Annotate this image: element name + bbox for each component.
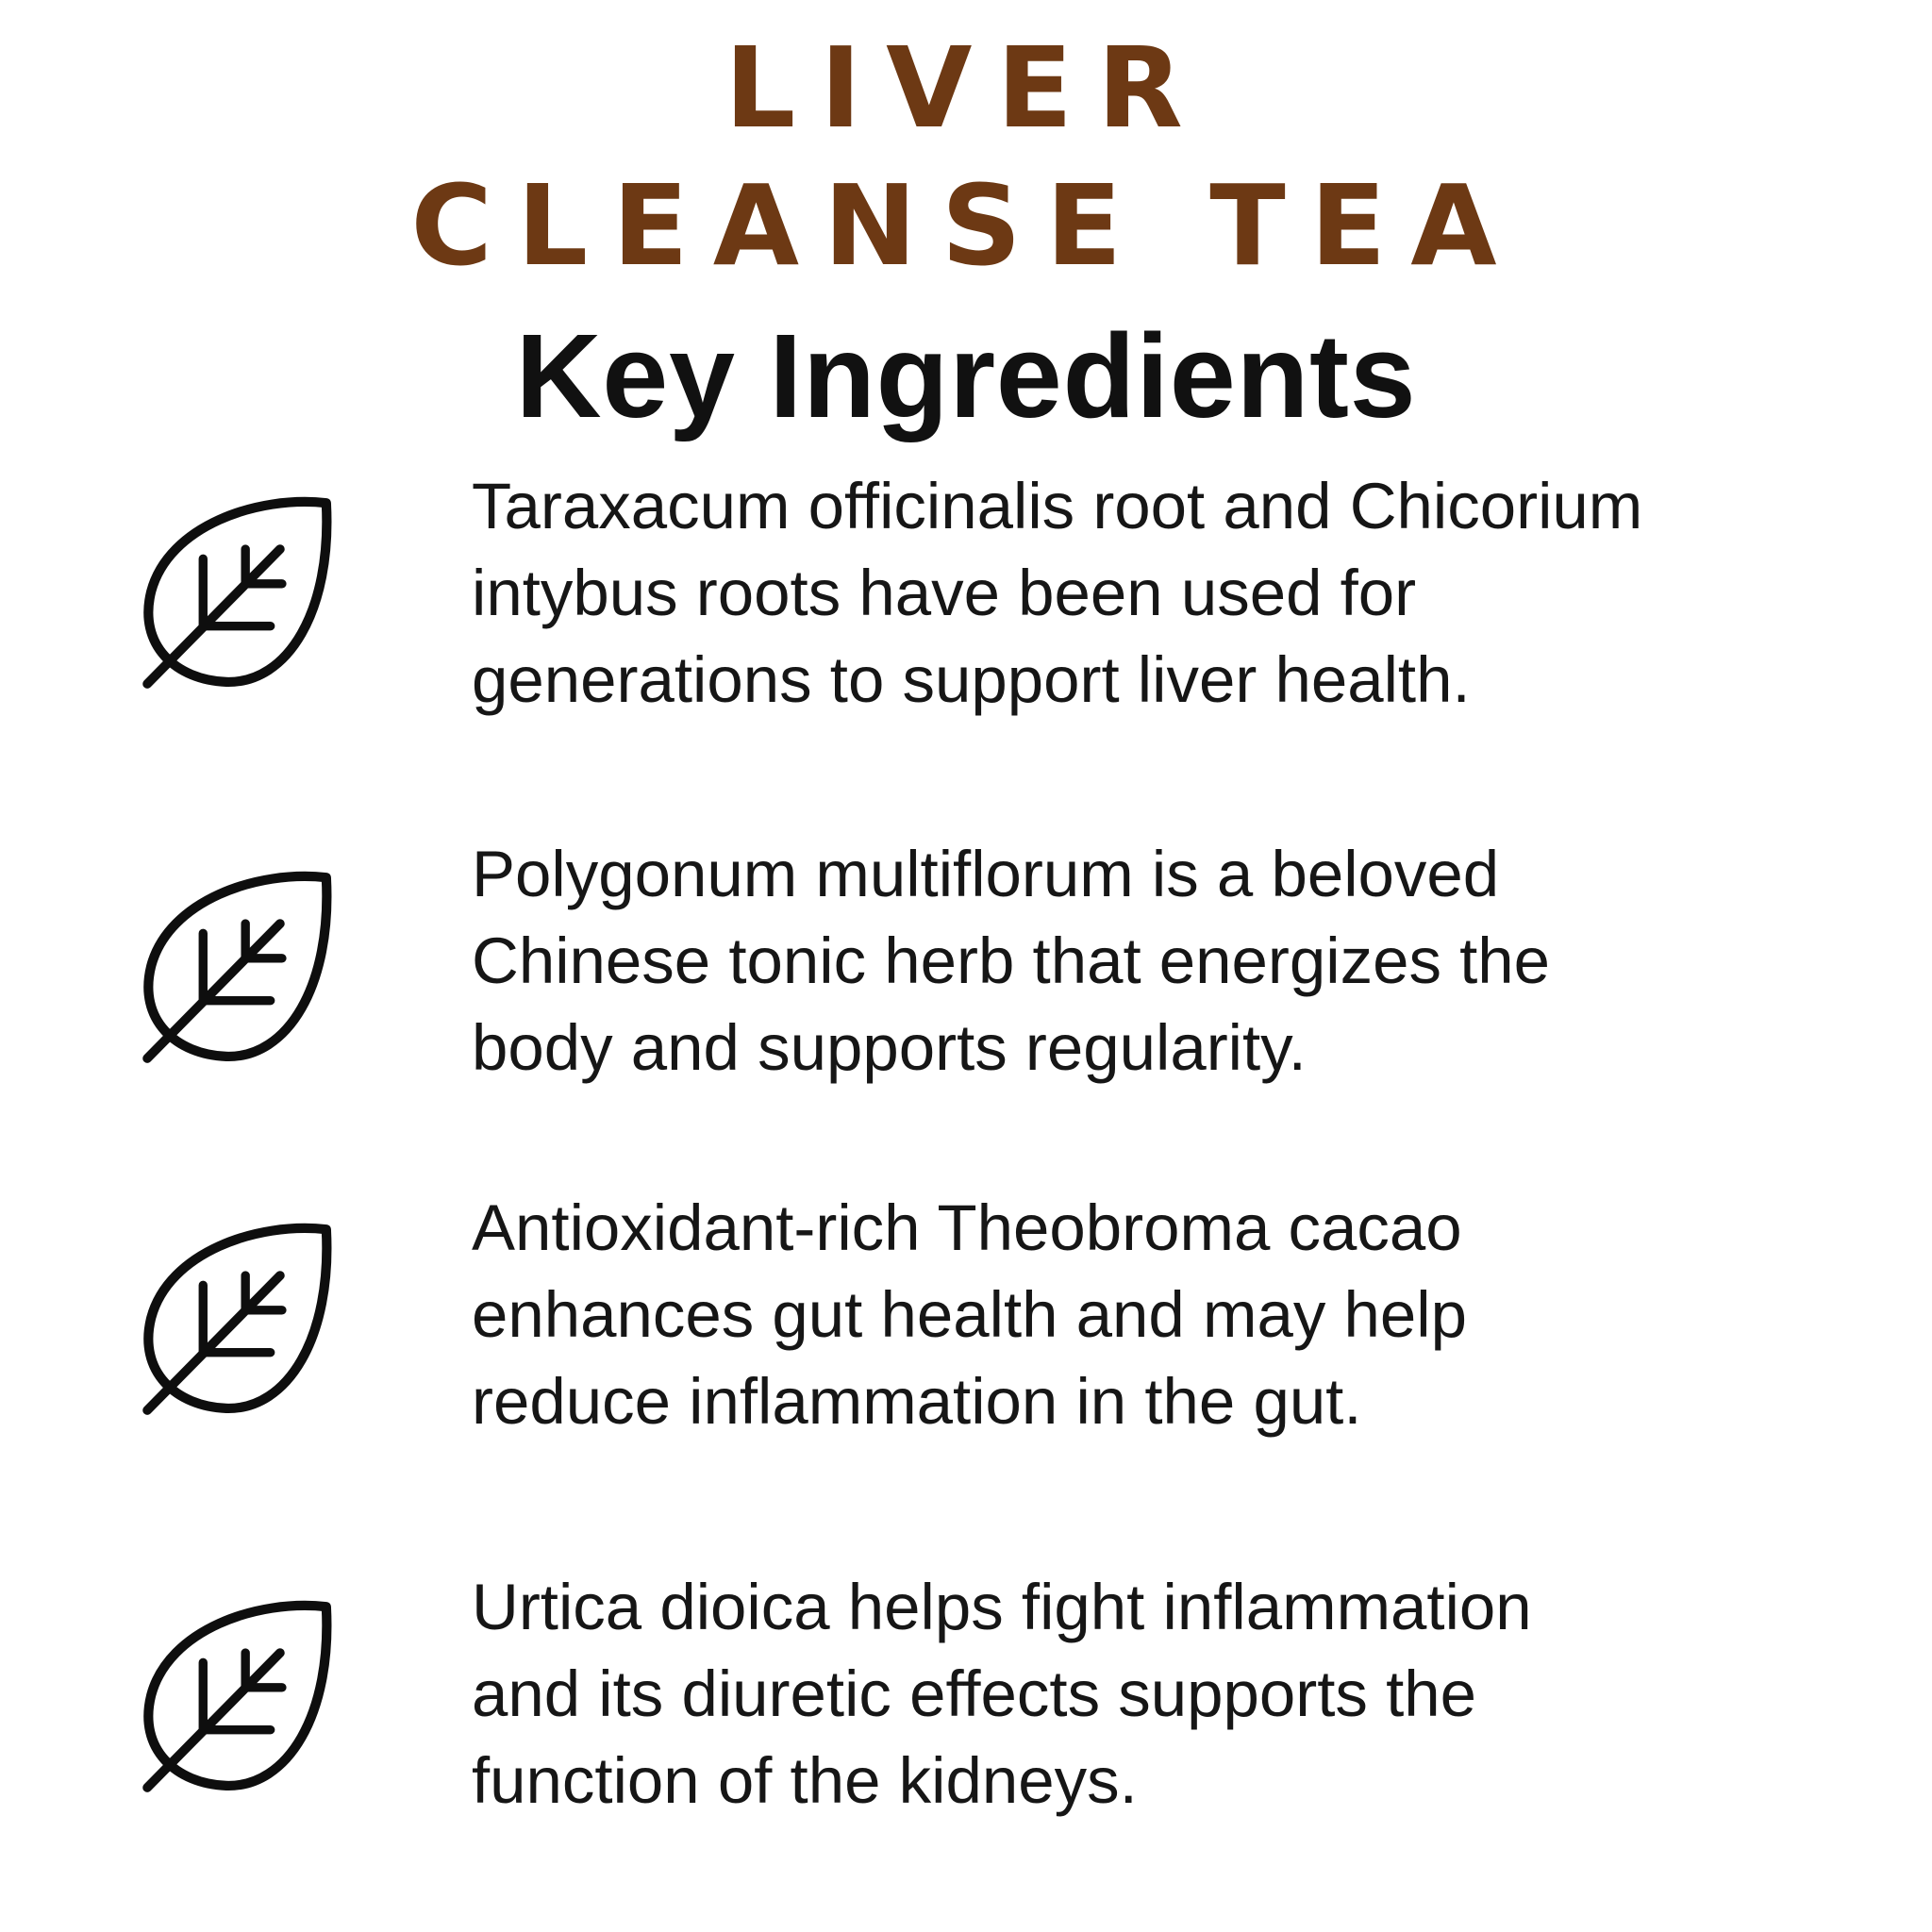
leaf-icon [142,495,334,688]
ingredient-line: Antioxidant-rich Theobroma cacao [472,1191,1462,1264]
ingredient-line: Taraxacum officinalis root and Chicorium [472,470,1643,542]
product-title [0,19,1932,294]
ingredient-line: reduce inflammation in the gut. [472,1365,1362,1438]
product-title-line-2: CLEANSE TEA [410,160,1522,291]
product-title-line-1: LIVER [724,23,1208,153]
leaf-icon [142,1222,334,1414]
ingredient-line: Urtica dioica helps fight inflammation [472,1571,1532,1643]
ingredient-line: function of the kidneys. [472,1744,1138,1817]
ingredient-line: intybus roots have been used for [472,557,1417,629]
section-heading: Key Ingredients [515,309,1417,442]
ingredient-line: Polygonum multiflorum is a beloved [472,838,1500,910]
ingredient-line: and its diuretic effects supports the [472,1657,1476,1730]
ingredient-text [472,1185,1849,1445]
ingredient-line: body and supports regularity. [472,1011,1307,1084]
ingredient-text [472,831,1849,1091]
ingredient-line: enhances gut health and may help [472,1278,1467,1351]
ingredient-line: generations to support liver health. [472,643,1471,716]
leaf-icon [142,1599,334,1791]
ingredient-text [472,1564,1849,1824]
ingredient-text [472,463,1849,724]
leaf-icon [142,870,334,1062]
ingredient-line: Chinese tonic herb that energizes the [472,924,1551,997]
